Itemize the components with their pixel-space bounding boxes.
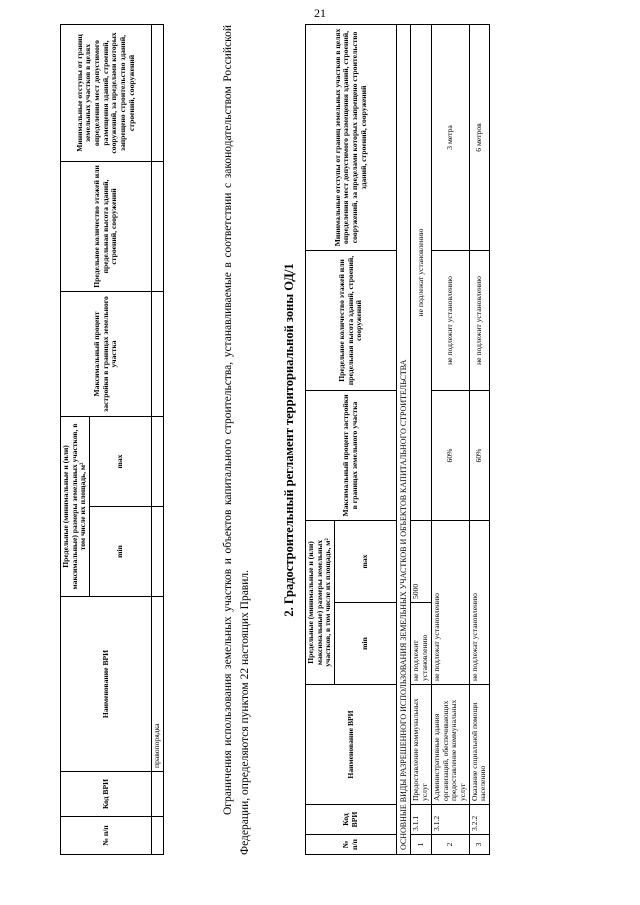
row-num: 2 (431, 835, 469, 855)
header-num: № п/п (61, 817, 152, 855)
header-sizes: Предельные (минимальные и (или) максимальные) размеры земельных участков, в том числе их площадь, м² (61, 416, 90, 596)
row-percent: 60% (431, 390, 469, 520)
header-setbacks: Минимальные отступы от границ земельных участков в целях определения мест допустимого размещения зданий, строений, сооружений, за пределами которых запрещено строительство зданий, строений, сооружений (61, 24, 152, 161)
row-floors: не подлежит установлению (469, 250, 489, 390)
header-percent: Максимальный процент застройки в границах земельного участка (61, 291, 152, 416)
row-setbacks: 3 метра (431, 24, 469, 250)
table-cell (152, 24, 164, 161)
table-cell (152, 817, 164, 855)
row-minmax: не подлежат установлению (431, 520, 469, 684)
row-floors: не подлежит установлению (431, 250, 469, 390)
header-floors: Предельное количество этажей или предельная высота зданий, строений, сооружений (61, 161, 152, 291)
table-row (431, 24, 469, 854)
header-num: № п/п (306, 835, 397, 855)
section-row: ОСНОВНЫЕ ВИДЫ РАЗРЕШЕННОГО ИСПОЛЬЗОВАНИЯ ЗЕМЕЛЬНЫХ УЧАСТКОВ И ОБЪЕКТОВ КАПИТАЛЬНОГО СТРОИТЕЛЬСТВА (397, 24, 411, 854)
table-cell (152, 291, 164, 416)
row-code: 3.1.2 (431, 805, 469, 835)
table-cell (152, 507, 164, 597)
table-cell (152, 772, 164, 817)
table-row (469, 24, 489, 854)
header-setbacks: Минимальные отступы от границ земельных участков в целях определения мест допустимого размещения зданий, строений, сооружений, за пределами которых запрещено строительство зданий, строений, сооружений (306, 24, 397, 250)
restrictions-paragraph: Ограничения использования земельных участков и объектов капитального строительства, устанавливаемые в соответствии с законодательством Российской Федерации, определяются пунктом 22 настоящих Правил. (222, 25, 252, 855)
row-name: Предоставление коммунальных услуг (411, 685, 431, 805)
row-code: 3.1.1 (411, 805, 431, 835)
row-num: 3 (469, 835, 489, 855)
page-number: 21 (314, 6, 326, 20)
row-name: Административные здания организаций, обеспечивающих предоставление коммунальных услуг (431, 685, 469, 805)
row-minmax: не подлежат установлению (469, 520, 489, 684)
header-name: Наименование ВРИ (61, 597, 152, 772)
header-min: min (90, 507, 152, 597)
header-floors: Предельное количество этажей или предельная высота зданий, строений, сооружений (306, 250, 397, 390)
table-cell (152, 161, 164, 291)
header-name: Наименование ВРИ (306, 685, 397, 805)
header-max: max (335, 520, 397, 602)
header-min: min (335, 603, 397, 685)
header-sizes: Предельные (минимальные и (или) максимальные) размеры земельных участков, в том числе их площадь, м² (306, 520, 335, 684)
continued-row-text: правопорядка (152, 597, 164, 772)
header-code: Код ВРИ (306, 805, 397, 835)
row-min: не подлежит установлению (411, 603, 431, 685)
row-name: Оказание социальной помощи населению (469, 685, 489, 805)
zone-regulation-table (305, 24, 490, 855)
row-max: 5000 (411, 520, 431, 602)
header-percent: Максимальный процент застройки в границах земельного участка (306, 390, 397, 520)
header-code: Код ВРИ (61, 772, 152, 817)
row-not-set: не подлежат установлению (411, 24, 431, 520)
row-setbacks: 6 метров (469, 24, 489, 250)
header-max: max (90, 416, 152, 506)
row-num: 1 (411, 835, 431, 855)
rotated-page (0, 15, 640, 875)
row-percent: 60% (469, 390, 489, 520)
section-heading: 2. Градостроительный регламент территориальной зоны ОД/1 (282, 263, 296, 617)
table-continued (60, 24, 164, 855)
table-cell (152, 416, 164, 506)
row-code: 3.2.2 (469, 805, 489, 835)
table-row (411, 24, 431, 854)
